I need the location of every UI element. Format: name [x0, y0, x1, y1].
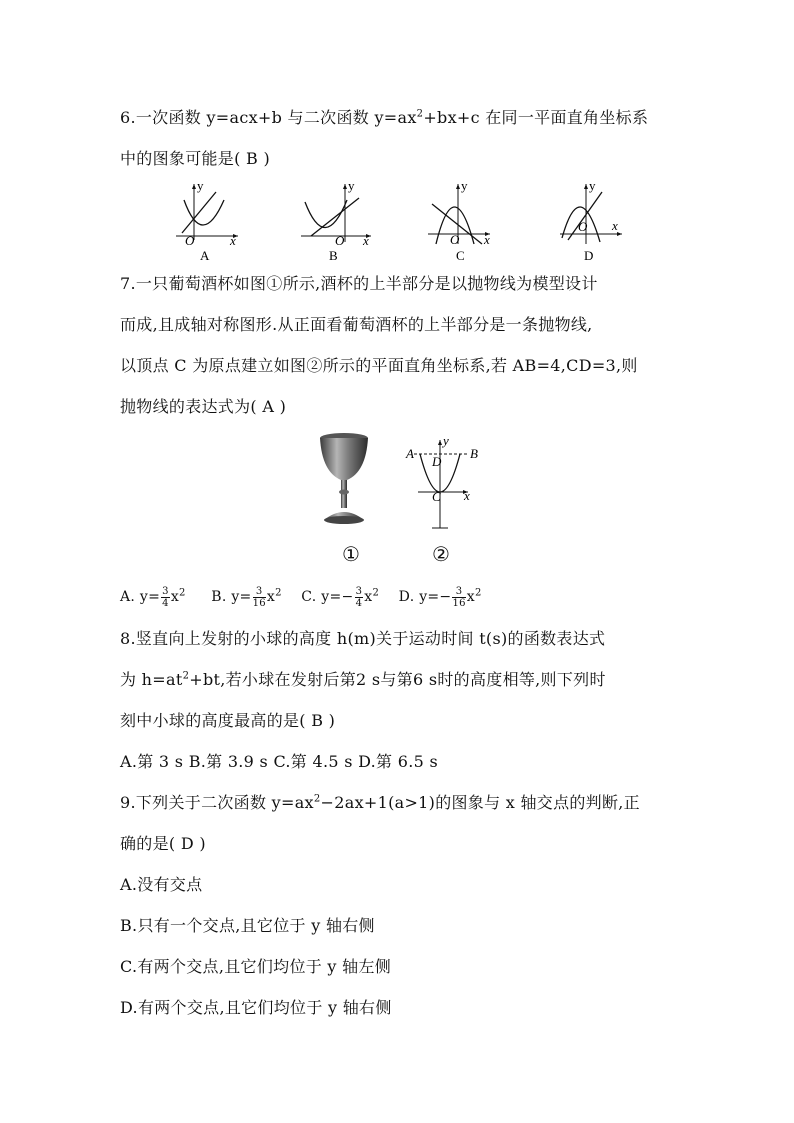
q6-text-a: 6.一次函数 y=acx+b 与二次函数 y=ax [120, 108, 417, 127]
q7-opt-a-prefix: A. y= [120, 589, 161, 605]
q6-d-x-label: x [612, 218, 618, 233]
label-d: D [432, 454, 442, 469]
q6-a-origin: O [185, 233, 195, 248]
q9-text-b: −2ax+1(a>1)的图象与 x 轴交点的判断,正 [320, 793, 640, 812]
q7-line-2: 而成,且成轴对称图形.从正面看葡萄酒杯的上半部分是一条抛物线, [120, 315, 593, 334]
q6-c-y-label: y [461, 178, 468, 193]
q6-b-y-label: y [348, 178, 355, 193]
q6-a-y-label: y [197, 178, 204, 193]
q8-options: A.第 3 s B.第 3.9 s C.第 4.5 s D.第 6.5 s [120, 752, 438, 771]
q7-opt-a-var: x [170, 589, 180, 605]
q8-text-b: +bt,若小球在发射后第2 s与第6 s时的高度相等,则下列时 [189, 670, 606, 689]
label-b: B [470, 446, 478, 461]
q9-option-a: A.没有交点 [120, 875, 203, 894]
q8-line-3: 刻中小球的高度最高的是( B ) [120, 711, 336, 730]
q6-a-x-label: x [230, 233, 236, 248]
q8-text-a: 为 h=at [120, 670, 183, 689]
q7-opt-b-numerator: 3 [253, 586, 266, 598]
q9-line-1 [120, 792, 640, 814]
q6-graph-d [556, 178, 628, 262]
q9-option-d: D.有两个交点,且它们均位于 y 轴右侧 [120, 998, 392, 1017]
q7-opt-a-denominator: 4 [162, 597, 169, 609]
option-label-b: B [329, 248, 338, 262]
q8-line-2 [120, 669, 606, 691]
label-x: x [464, 488, 470, 503]
label-y: y [443, 436, 449, 448]
q7-opt-b-fraction [253, 586, 266, 609]
q6-b-origin: O [335, 233, 345, 248]
q7-opt-c-exp: 2 [372, 587, 380, 599]
q7-opt-d-denominator: 16 [452, 597, 466, 609]
q7-opt-d-exp: 2 [475, 587, 482, 599]
q9-option-c: C.有两个交点,且它们均位于 y 轴左侧 [120, 957, 392, 976]
q8-exponent: 2 [182, 670, 190, 682]
q7-opt-b-exp: 2 [275, 587, 282, 599]
q7-opt-d-prefix: D. y=− [398, 589, 452, 605]
q7-line-3: 以顶点 C 为原点建立如图②所示的平面直角坐标系,若 AB=4,CD=3,则 [120, 356, 638, 375]
parabola-figure [402, 436, 482, 532]
wine-glass-figure [314, 430, 374, 528]
q7-opt-c-numerator: 3 [355, 585, 363, 597]
q6-d-origin: O [578, 219, 588, 234]
q6-graph-a [172, 178, 242, 262]
q7-line-4: 抛物线的表达式为( A ) [120, 397, 287, 416]
q7-opt-a-numerator: 3 [162, 585, 169, 597]
q7-opt-d-var: x [466, 589, 475, 605]
q7-opt-d-numerator: 3 [452, 586, 465, 598]
option-label-d: D [584, 248, 594, 262]
q6-text-b: +bx+c 在同一平面直角坐标系 [423, 108, 649, 127]
q7-opt-a-exp: 2 [179, 587, 186, 599]
q6-exponent: 2 [416, 108, 424, 120]
q6-c-x-label: x [484, 232, 490, 247]
option-label-a: A [200, 248, 210, 262]
q6-b-x-label: x [363, 233, 369, 248]
q6-line-1 [120, 107, 648, 129]
q7-opt-c-var: x [364, 589, 373, 605]
q7-opt-b-denominator: 16 [252, 597, 266, 609]
q9-option-b: B.只有一个交点,且它位于 y 轴右侧 [120, 916, 375, 935]
q6-graph-c [424, 178, 496, 262]
option-label-c: C [456, 248, 465, 262]
figure-1-caption: ① [342, 542, 360, 566]
q7-options [120, 584, 482, 610]
q6-c-origin: O [450, 232, 460, 247]
q9-text-a: 9.下列关于二次函数 y=ax [120, 793, 314, 812]
q6-line-2: 中的图象可能是( B ) [120, 149, 271, 168]
q7-opt-d-fraction [452, 586, 465, 609]
label-c: C [432, 489, 441, 504]
figure-2-caption: ② [432, 542, 450, 566]
label-a: A [406, 446, 414, 461]
q9-exponent: 2 [313, 793, 321, 805]
q7-line-1: 7.一只葡萄酒杯如图①所示,酒杯的上半部分是以抛物线为模型设计 [120, 274, 598, 293]
q7-opt-a-fraction [161, 586, 170, 609]
q7-opt-c-fraction [355, 586, 364, 609]
q7-opt-c-denominator: 4 [355, 597, 363, 609]
q8-line-1: 8.竖直向上发射的小球的高度 h(m)关于运动时间 t(s)的函数表达式 [120, 629, 606, 648]
q6-d-y-label: y [589, 178, 596, 193]
q6-graph-b [297, 178, 377, 262]
q7-opt-c-prefix: C. y=− [301, 589, 354, 605]
q9-line-2: 确的是( D ) [120, 834, 206, 853]
q7-opt-b-prefix: B. y= [211, 589, 252, 605]
q7-opt-b-var: x [266, 589, 276, 605]
